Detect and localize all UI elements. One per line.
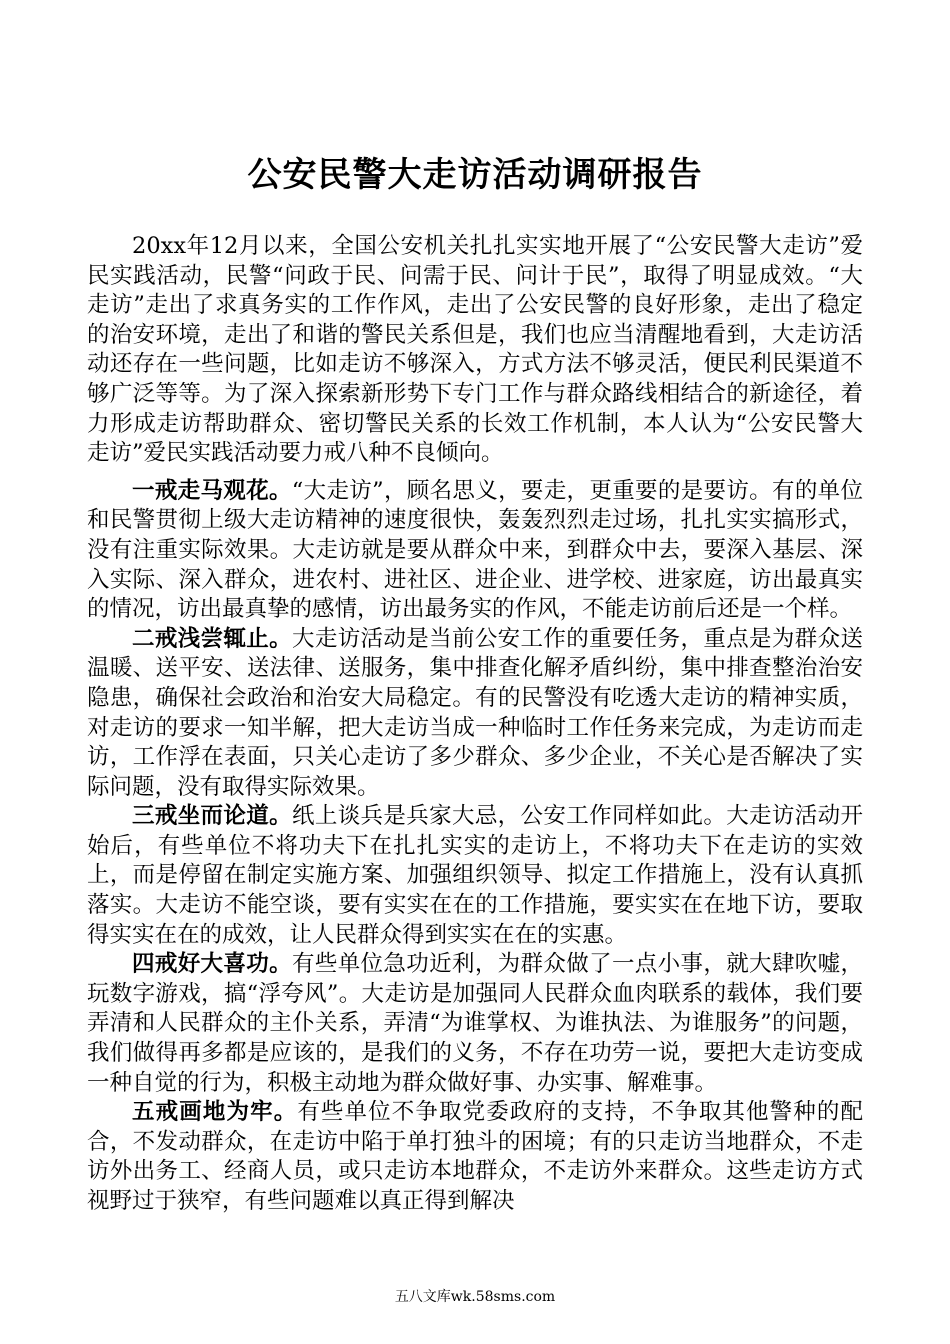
document-body: [87, 232, 863, 1217]
section-text: “大走访”，顾名思义，要走，更重要的是要访。有的单位和民警贯彻上级大走访精神的速度很快，轰轰烈烈走过场，扎扎实实搞形式，没有注重实际效果。大走访就是要从群众中来，到群众中去，要深入基层、深入实际、深入群众，进农村、进社区、进企业、进学校、进家庭，访出最真实的情况，访出最真挚的感情，访出最务实的作风，不能走访前后还是一个样。: [87, 477, 863, 623]
intro-paragraph: 20xx年12月以来，全国公安机关扎扎实实地开展了“公安民警大走访”爱民实践活动，民警“问政于民、问需于民、问计于民”，取得了明显成效。“大走访”走出了求真务实的工作作风，走出了公安民警的良好形象，走出了稳定的治安环境，走出了和谐的警民关系但是，我们也应当清醒地看到，大走访活动还存在一些问题，比如走访不够深入，方式方法不够灵活，便民利民渠道不够广泛等等。为了深入探索新形势下专门工作与群众路线相结合的新途径，着力形成走访帮助群众、密切警民关系的长效工作机制，本人认为“公安民警大走访”爱民实践活动要力戒八种不良倾向。: [87, 233, 863, 467]
section-text: 有些单位急功近利，为群众做了一点小事，就大肆吹嘘，玩数字游戏，搞“浮夸风”。大走访是加强同人民群众血肉联系的载体，我们要弄清和人民群众的主仆关系，弄清“为谁掌权、为谁执法、为谁服务”的问题，我们做得再多都是应该的，是我们的义务，不存在功劳一说，要把大走访变成一种自觉的行为，积极主动地为群众做好事、办实事、解难事。: [87, 951, 863, 1096]
section-paragraph-5: [87, 1098, 863, 1216]
section-lead: 二戒浅尝辄止。: [132, 625, 292, 652]
section-lead: 三戒坐而论道。: [132, 803, 292, 830]
section-paragraph-3: [87, 802, 863, 950]
section-paragraph-1: [87, 477, 863, 625]
footer-watermark: 五八文库wk.58sms.com: [394, 1289, 556, 1305]
section-text: 有些单位不争取党委政府的支持，不争取其他警种的配合，不发动群众，在走访中陷于单打独斗的困境；有的只走访当地群众，不走访外出务工、经商人员，或只走访本地群众，不走访外来群众。这些走访方式视野过于狭窄，有些问题难以真正得到解决: [87, 1099, 863, 1214]
section-lead: 五戒画地为牢。: [132, 1099, 298, 1126]
section-lead: 一戒走马观花。: [132, 477, 292, 504]
section-text: 大走访活动是当前公安工作的重要任务，重点是为群众送温暖、送平安、送法律、送服务，集中排查化解矛盾纠纷，集中排查整治治安隐患，确保社会政治和治安大局稳定。有的民警没有吃透大走访的精神实质，对走访的要求一知半解，把大走访当成一种临时工作任务来完成，为走访而走访，工作浮在表面，只关心走访了多少群众、多少企业，不关心是否解决了实际问题，没有取得实际效果。: [87, 625, 863, 800]
section-lead: 四戒好大喜功。: [132, 951, 292, 978]
section-paragraph-4: [87, 950, 863, 1098]
document-title: 公安民警大走访活动调研报告: [247, 155, 703, 195]
section-text: 纸上谈兵是兵家大忌，公安工作同样如此。大走访活动开始后，有些单位不将功夫下在扎扎实实的走访上，不将功夫下在走访的实效上，而是停留在制定实施方案、加强组织领导、拟定工作措施上，没有认真抓落实。大走访不能空谈，要有实实在在的工作措施，要实实在在地下访，要取得实实在在的成效，让人民群众得到实实在在的实惠。: [87, 803, 863, 948]
section-paragraph-2: [87, 625, 863, 803]
